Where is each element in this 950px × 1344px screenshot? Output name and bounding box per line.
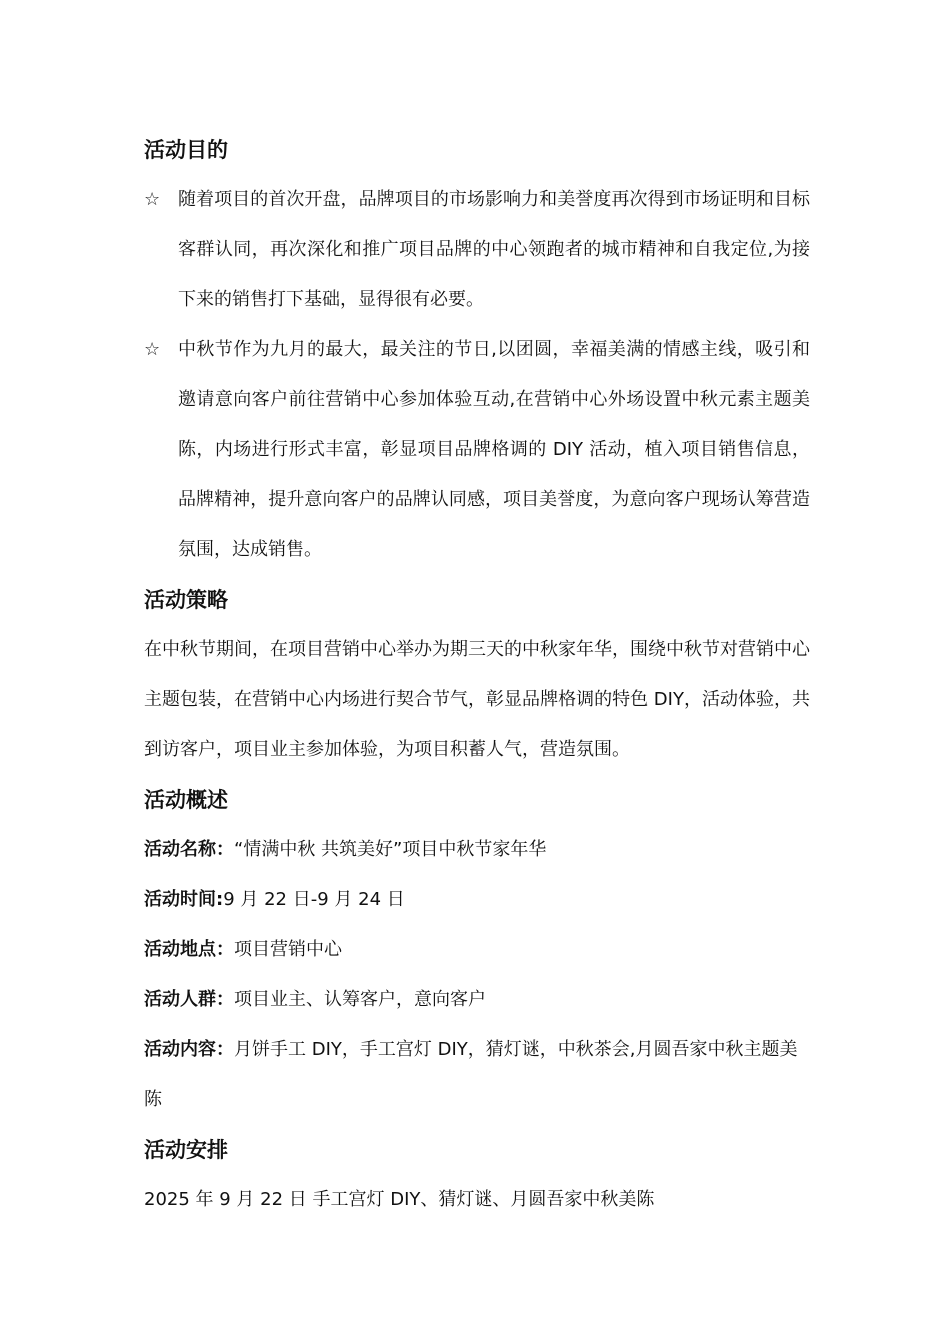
overview-field-audience xyxy=(144,975,810,1025)
star-icon: ☆ xyxy=(144,189,161,210)
field-value: 项目营销中心 xyxy=(234,939,342,960)
purpose-bullet-2-text: 中秋节作为九月的最大，最关注的节日,以团圆，幸福美满的情感主线，吸引和邀请意向客户前往营销中心参加体验互动,在营销中心外场设置中秋元素主题美陈，内场进行形式丰富，彰显项目品牌格调的 DIY 活动，植入项目销售信息，品牌精神，提升意向客户的品牌认同感，项目美誉度，为意向客户现场认筹营造氛围，达成销售。 xyxy=(178,339,810,560)
field-value: 9 月 22 日-9 月 24 日 xyxy=(223,889,405,910)
field-label: 活动内容： xyxy=(144,1039,234,1060)
star-icon: ☆ xyxy=(144,339,161,360)
field-value: 项目业主、认筹客户，意向客户 xyxy=(234,989,486,1010)
overview-field-content xyxy=(144,1025,810,1125)
field-value: 月饼手工 DIY，手工宫灯 DIY，猜灯谜，中秋茶会,月圆吾家中秋主题美陈 xyxy=(144,1039,798,1110)
purpose-bullet-1 xyxy=(144,175,810,325)
section-heading-overview: 活动概述 xyxy=(144,788,228,812)
purpose-bullet-2 xyxy=(144,325,810,575)
schedule-line: 2025 年 9 月 22 日 手工宫灯 DIY、猜灯谜、月圆吾家中秋美陈 xyxy=(144,1189,655,1210)
field-label: 活动地点： xyxy=(144,939,234,960)
field-value: “情满中秋 共筑美好”项目中秋节家年华 xyxy=(234,839,547,860)
purpose-bullet-1-text: 随着项目的首次开盘，品牌项目的市场影响力和美誉度再次得到市场证明和目标客群认同，再次深化和推广项目品牌的中心领跑者的城市精神和自我定位,为接下来的销售打下基础，显得很有必要。 xyxy=(178,189,810,310)
overview-field-name xyxy=(144,825,810,875)
section-heading-schedule: 活动安排 xyxy=(144,1138,228,1162)
field-label: 活动名称： xyxy=(144,839,234,860)
field-label: 活动人群： xyxy=(144,989,234,1010)
overview-field-location xyxy=(144,925,810,975)
document-page xyxy=(144,125,810,1225)
section-heading-purpose: 活动目的 xyxy=(144,138,228,162)
overview-field-time xyxy=(144,875,810,925)
strategy-paragraph: 在中秋节期间，在项目营销中心举办为期三天的中秋家年华，围绕中秋节对营销中心主题包装，在营销中心内场进行契合节气，彰显品牌格调的特色 DIY，活动体验，共到访客户，项目业主参加体验，为项目积蓄人气，营造氛围。 xyxy=(144,639,810,760)
section-heading-strategy: 活动策略 xyxy=(144,588,228,612)
field-label: 活动时间: xyxy=(144,889,224,910)
